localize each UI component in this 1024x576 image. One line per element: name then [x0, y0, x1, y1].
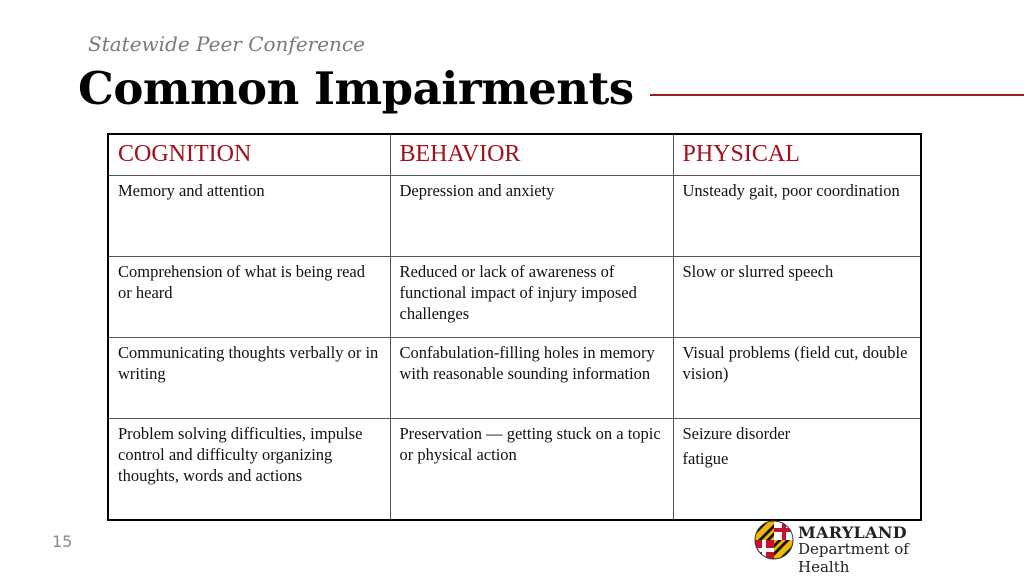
table-row	[108, 257, 921, 338]
physical-item-fatigue: fatigue	[682, 449, 729, 468]
cell-behavior: Reduced or lack of awareness of functional impact of injury imposed challenges	[390, 257, 673, 338]
logo-text-department: Department of Health	[798, 540, 909, 576]
cell-behavior: Depression and anxiety	[390, 176, 673, 257]
column-header-cognition: COGNITION	[108, 134, 390, 176]
table-row	[108, 419, 921, 521]
slide-title: Common Impairments	[78, 62, 634, 115]
cell-physical	[673, 419, 921, 521]
table-row	[108, 338, 921, 419]
column-header-physical: PHYSICAL	[673, 134, 921, 176]
cell-behavior: Preservation — getting stuck on a topic or physical action	[390, 419, 673, 521]
column-header-behavior: BEHAVIOR	[390, 134, 673, 176]
maryland-flag-seal-icon	[754, 520, 794, 560]
table-row	[108, 176, 921, 257]
conference-subtitle: Statewide Peer Conference	[88, 32, 365, 56]
cell-cognition: Comprehension of what is being read or heard	[108, 257, 390, 338]
cell-cognition: Memory and attention	[108, 176, 390, 257]
logo-text-maryland: MARYLAND	[798, 523, 907, 542]
cell-behavior: Confabulation-filling holes in memory with reasonable sounding information	[390, 338, 673, 419]
cell-cognition: Problem solving difficulties, impulse control and difficulty organizing thoughts, words and actions	[108, 419, 390, 521]
cell-physical: Slow or slurred speech	[673, 257, 921, 338]
table-header-row	[108, 134, 921, 176]
cell-physical: Visual problems (field cut, double vision)	[673, 338, 921, 419]
impairments-table	[107, 133, 922, 521]
cell-cognition: Communicating thoughts verbally or in writing	[108, 338, 390, 419]
maryland-health-logo	[754, 520, 964, 576]
physical-item-seizure: Seizure disorder	[682, 424, 791, 443]
title-divider	[650, 94, 1024, 96]
cell-physical: Unsteady gait, poor coordination	[673, 176, 921, 257]
page-number: 15	[52, 532, 73, 551]
